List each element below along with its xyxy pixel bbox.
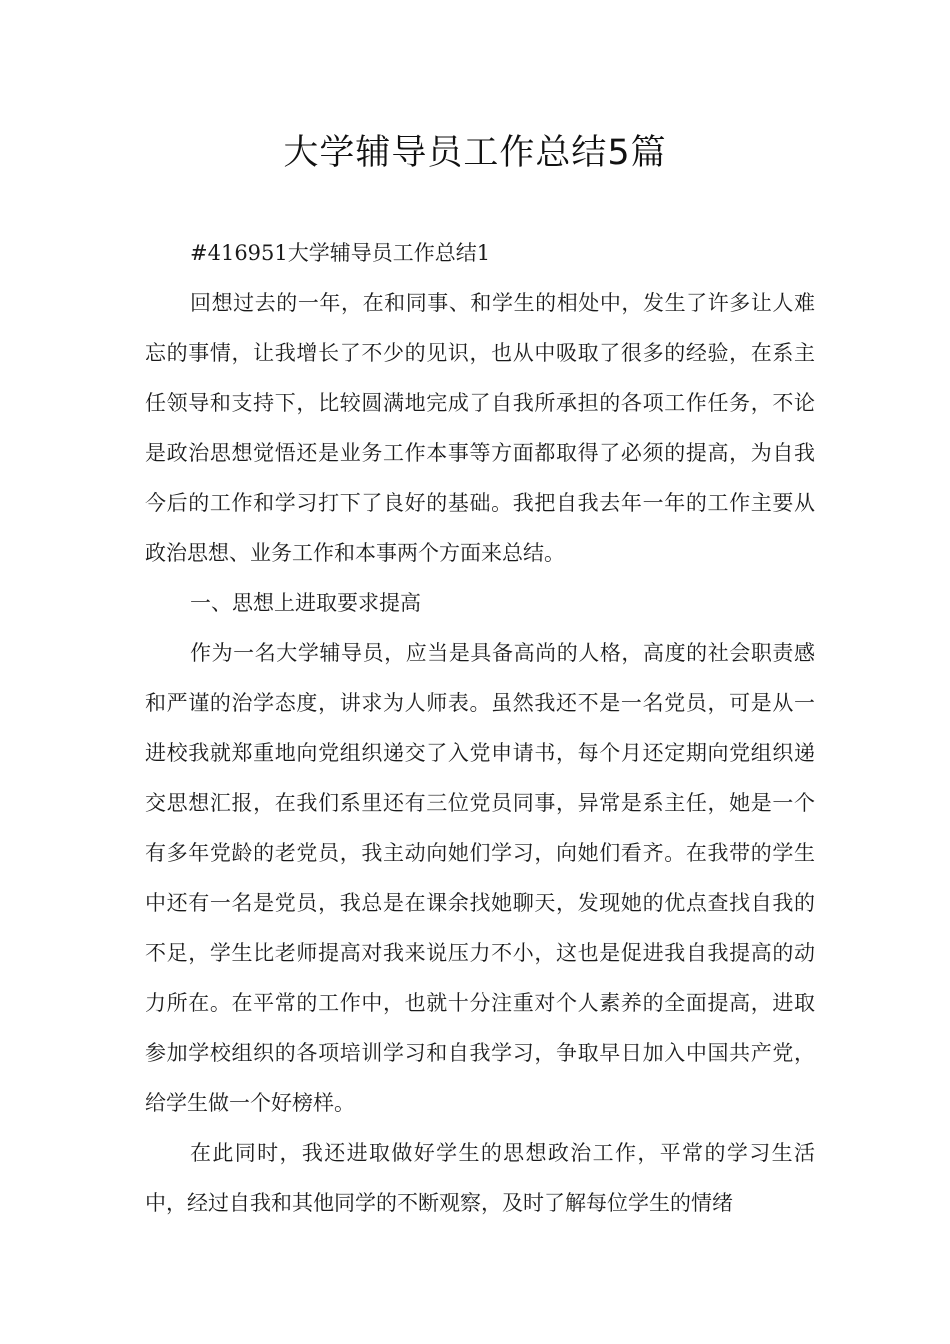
section-heading: #416951大学辅导员工作总结1 bbox=[190, 241, 491, 265]
paragraph: 在此同时，我还进取做好学生的思想政治工作，平常的学习生活中，经过自我和其他同学的不断观察，及时了解每位学生的情绪 bbox=[145, 1141, 815, 1215]
document-title: 大学辅导员工作总结5篇 bbox=[283, 133, 667, 173]
paragraph: 作为一名大学辅导员，应当是具备高尚的人格，高度的社会职责感和严谨的治学态度，讲求为人师表。虽然我还不是一名党员，可是从一进校我就郑重地向党组织递交了入党申请书，每个月还定期向党组织递交思想汇报，在我们系里还有三位党员同事，异常是系主任，她是一个有多年党龄的老党员，我主动向她们学习，向她们看齐。在我带的学生中还有一名是党员，我总是在课余找她聊天，发现她的优点查找自我的不足，学生比老师提高对我来说压力不小，这也是促进我自我提高的动力所在。在平常的工作中，也就十分注重对个人素养的全面提高，进取参加学校组织的各项培训学习和自我学习，争取早日加入中国共产党，给学生做一个好榜样。 bbox=[145, 641, 815, 1115]
document-body bbox=[145, 228, 815, 1228]
subheading: 一、思想上进取要求提高 bbox=[190, 591, 421, 615]
paragraph: 回想过去的一年，在和同事、和学生的相处中，发生了许多让人难忘的事情，让我增长了不少的见识，也从中吸取了很多的经验，在系主任领导和支持下，比较圆满地完成了自我所承担的各项工作任务，不论是政治思想觉悟还是业务工作本事等方面都取得了必须的提高，为自我今后的工作和学习打下了良好的基础。我把自我去年一年的工作主要从政治思想、业务工作和本事两个方面来总结。 bbox=[145, 291, 815, 565]
